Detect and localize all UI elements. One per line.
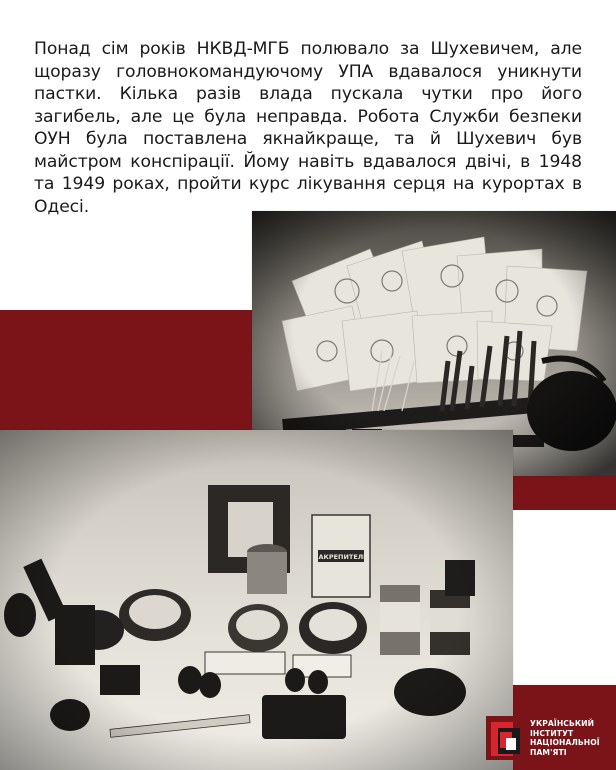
institute-logo-text — [530, 719, 600, 757]
logo-line-4: ПАМ'ЯТІ — [530, 747, 567, 757]
logo-line-3: НАЦІОНАЛЬНОЇ — [530, 738, 600, 747]
article-paragraph: Понад сім років НКВД-МГБ полювало за Шухевичем, але щоразу головнокомандуючому УПА вдавалося уникнути пастки. Кілька разів влада пускала чутки про його загибель, але це була неправда. Робота Служби безпеки ОУН була поставлена якнайкраще, та й Шухевич був майстром конспірації. Йому навіть вдавалося двічі, в 1948 та 1949 роках, пройти курс лікування серця на курортах в Одесі. — [34, 39, 582, 217]
photo-chemical-supplies — [0, 430, 513, 770]
logo-line-1: УКРАЇНСЬКИЙ — [530, 719, 595, 728]
institute-logo-icon — [486, 716, 526, 760]
institute-logo — [486, 715, 610, 761]
white-background-notch — [512, 510, 616, 685]
logo-line-2: ІНСТИТУТ — [530, 728, 574, 738]
